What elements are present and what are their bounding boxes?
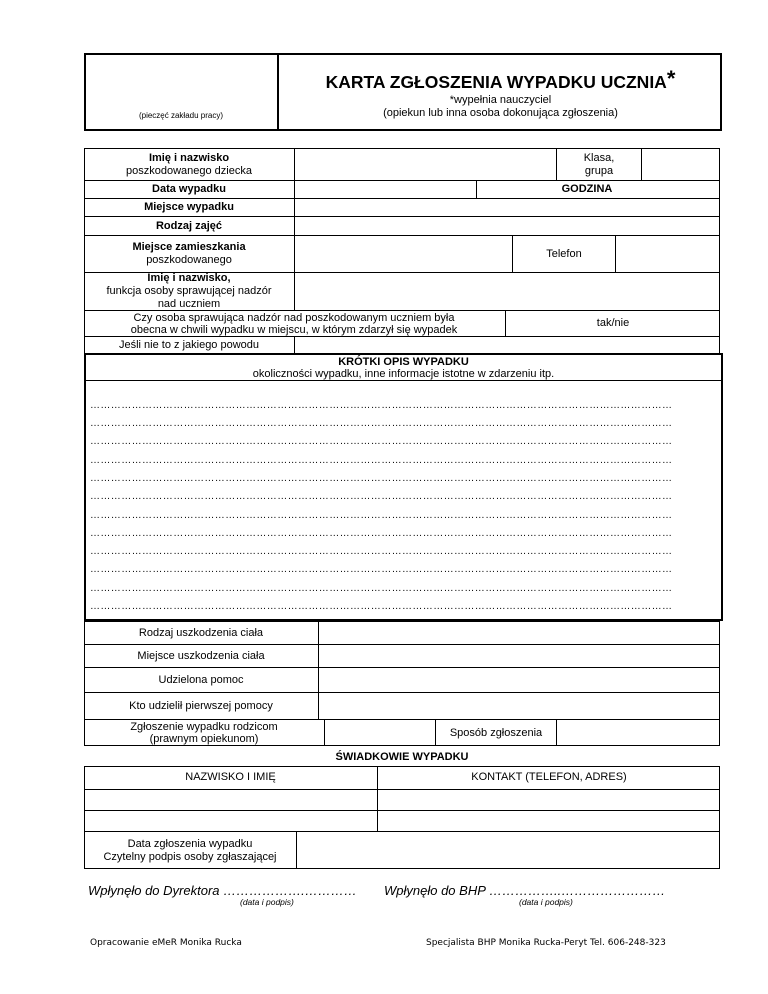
activity-type-field[interactable] [295,217,720,235]
footer-right: Specjalista BHP Monika Rucka-Peryt Tel. 606-248-323 [426,938,666,948]
report-date-line2: Czytelny podpis osoby zgłaszającej [103,851,277,863]
stamp-label: (pieczęć zakładu pracy) [138,110,224,120]
supervisor-present-q2: obecna w chwili wypadku w miejscu, w którym zdarzył się wypadek [130,323,458,336]
class-label [557,149,641,180]
header-note-line1: *wypełnia nauczyciel [449,94,552,106]
description-box [84,353,723,621]
child-name-label-bold: Imię i nazwisko [148,151,230,164]
description-line[interactable]: …………………………………………………………………………………………………………………………………………………… [90,583,673,594]
witness-contact-field-2[interactable] [378,811,720,832]
director-received: Wpłynęło do Dyrektora ……………….………… [88,883,357,898]
description-line[interactable]: …………………………………………………………………………………………………………………………………………………… [90,564,673,575]
header-note-line2: (opiekun lub inna osoba dokonująca zgłoszenia) [383,107,618,119]
report-signature-field[interactable] [297,832,720,869]
accident-place-label: Miejsce wypadku [144,201,234,213]
description-line[interactable]: …………………………………………………………………………………………………………………………………………………… [90,455,673,466]
description-line[interactable]: …………………………………………………………………………………………………………………………………………………… [90,473,673,484]
child-name-field[interactable] [295,149,556,180]
supervisor-label-sub1: funkcja osoby sprawującej nadzór [106,285,272,297]
notification-method-label: Sposób zgłoszenia [449,726,543,739]
accident-date-label: Data wypadku [152,183,226,195]
description-subtitle: okoliczności wypadku, inne informacje istotne w zdarzeniu itp. [252,367,555,380]
phone-label: Telefon [546,247,582,260]
description-line[interactable]: …………………………………………………………………………………………………………………………………………………… [90,418,673,429]
description-line[interactable]: …………………………………………………………………………………………………………………………………………………… [90,601,673,612]
injury-type-field[interactable] [319,622,720,644]
residence-field[interactable] [295,236,512,272]
description-title: KRÓTKI OPIS WYPADKU [338,355,469,368]
injury-place-field[interactable] [319,645,720,667]
parents-notified-field[interactable] [325,720,435,746]
help-given-label: Udzielona pomoc [158,673,244,686]
witnesses-title: ŚWIADKOWIE WYPADKU [335,750,469,763]
form-title-text: KARTA ZGŁOSZENIA WYPADKU UCZNIA [325,72,667,92]
witness-contact-field-1[interactable] [378,790,720,810]
description-line[interactable]: …………………………………………………………………………………………………………………………………………………… [90,510,673,521]
form-title [279,66,722,90]
notification-method-field[interactable] [557,720,720,746]
if-not-reason-label: Jeśli nie to z jakiego powodu [118,339,260,351]
phone-field[interactable] [616,236,720,272]
supervisor-label-bold: Imię i nazwisko, [147,272,231,284]
injury-place-label: Miejsce uszkodzenia ciała [137,649,265,662]
first-aid-by-label: Kto udzielił pierwszej pomocy [129,699,273,712]
header-note [279,93,722,121]
title-asterisk: * [666,66,676,91]
injury-type-label: Rodzaj uszkodzenia ciała [138,626,264,639]
residence-label-sub: poszkodowanego [146,254,232,266]
child-name-label [84,149,294,180]
witness-contact-header: KONTAKT (TELEFON, ADRES) [471,771,627,783]
description-line[interactable]: …………………………………………………………………………………………………………………………………………………… [90,528,673,539]
accident-date-field[interactable] [295,181,476,198]
description-line[interactable]: …………………………………………………………………………………………………………………………………………………… [90,491,673,502]
witness-name-field-2[interactable] [85,811,377,832]
supervisor-label-sub2: nad uczniem [157,298,221,310]
if-not-reason-field[interactable] [295,337,720,354]
bhp-sub: (data i podpis) [519,897,573,907]
report-date-line1: Data zgłoszenia wypadku [127,838,253,850]
description-line[interactable]: …………………………………………………………………………………………………………………………………………………… [90,546,673,557]
director-sub: (data i podpis) [240,897,294,907]
supervisor-field[interactable] [295,273,720,310]
hour-label: GODZINA [561,183,613,195]
help-given-field[interactable] [319,668,720,692]
description-line[interactable]: …………………………………………………………………………………………………………………………………………………… [90,400,673,411]
footer-left: Opracowanie eMeR Monika Rucka [90,938,242,948]
child-name-label-sub: poszkodowanego dziecka [126,164,252,177]
witness-name-field-1[interactable] [85,790,377,810]
bhp-received: Wpłynęło do BHP ……………..…………………… [384,883,666,898]
description-header-rule [84,380,723,381]
description-line[interactable]: …………………………………………………………………………………………………………………………………………………… [90,436,673,447]
parents-notified-line2: (prawnym opiekunom) [149,733,259,745]
yes-no-field[interactable]: tak/nie [596,317,630,329]
residence-label [84,236,294,272]
report-date-label [84,836,296,866]
activity-type-label: Rodzaj zajęć [155,219,223,232]
supervisor-present-question [84,311,504,336]
class-field[interactable] [642,149,720,180]
first-aid-by-field[interactable] [319,693,720,719]
class-label-line2: grupa [584,164,614,177]
supervisor-label [84,273,294,310]
description-header [86,355,721,380]
witness-name-header: NAZWISKO I IMIĘ [185,771,276,783]
accident-place-field[interactable] [295,199,720,216]
parents-notified-line1: Zgłoszenie wypadku rodzicom [130,721,278,733]
parents-notified-label [84,720,324,746]
residence-label-bold: Miejsce zamieszkania [132,241,246,253]
class-label-line1: Klasa, [583,151,615,164]
supervisor-present-q1: Czy osoba sprawująca nadzór nad poszkodowanym uczniem była [133,311,455,324]
